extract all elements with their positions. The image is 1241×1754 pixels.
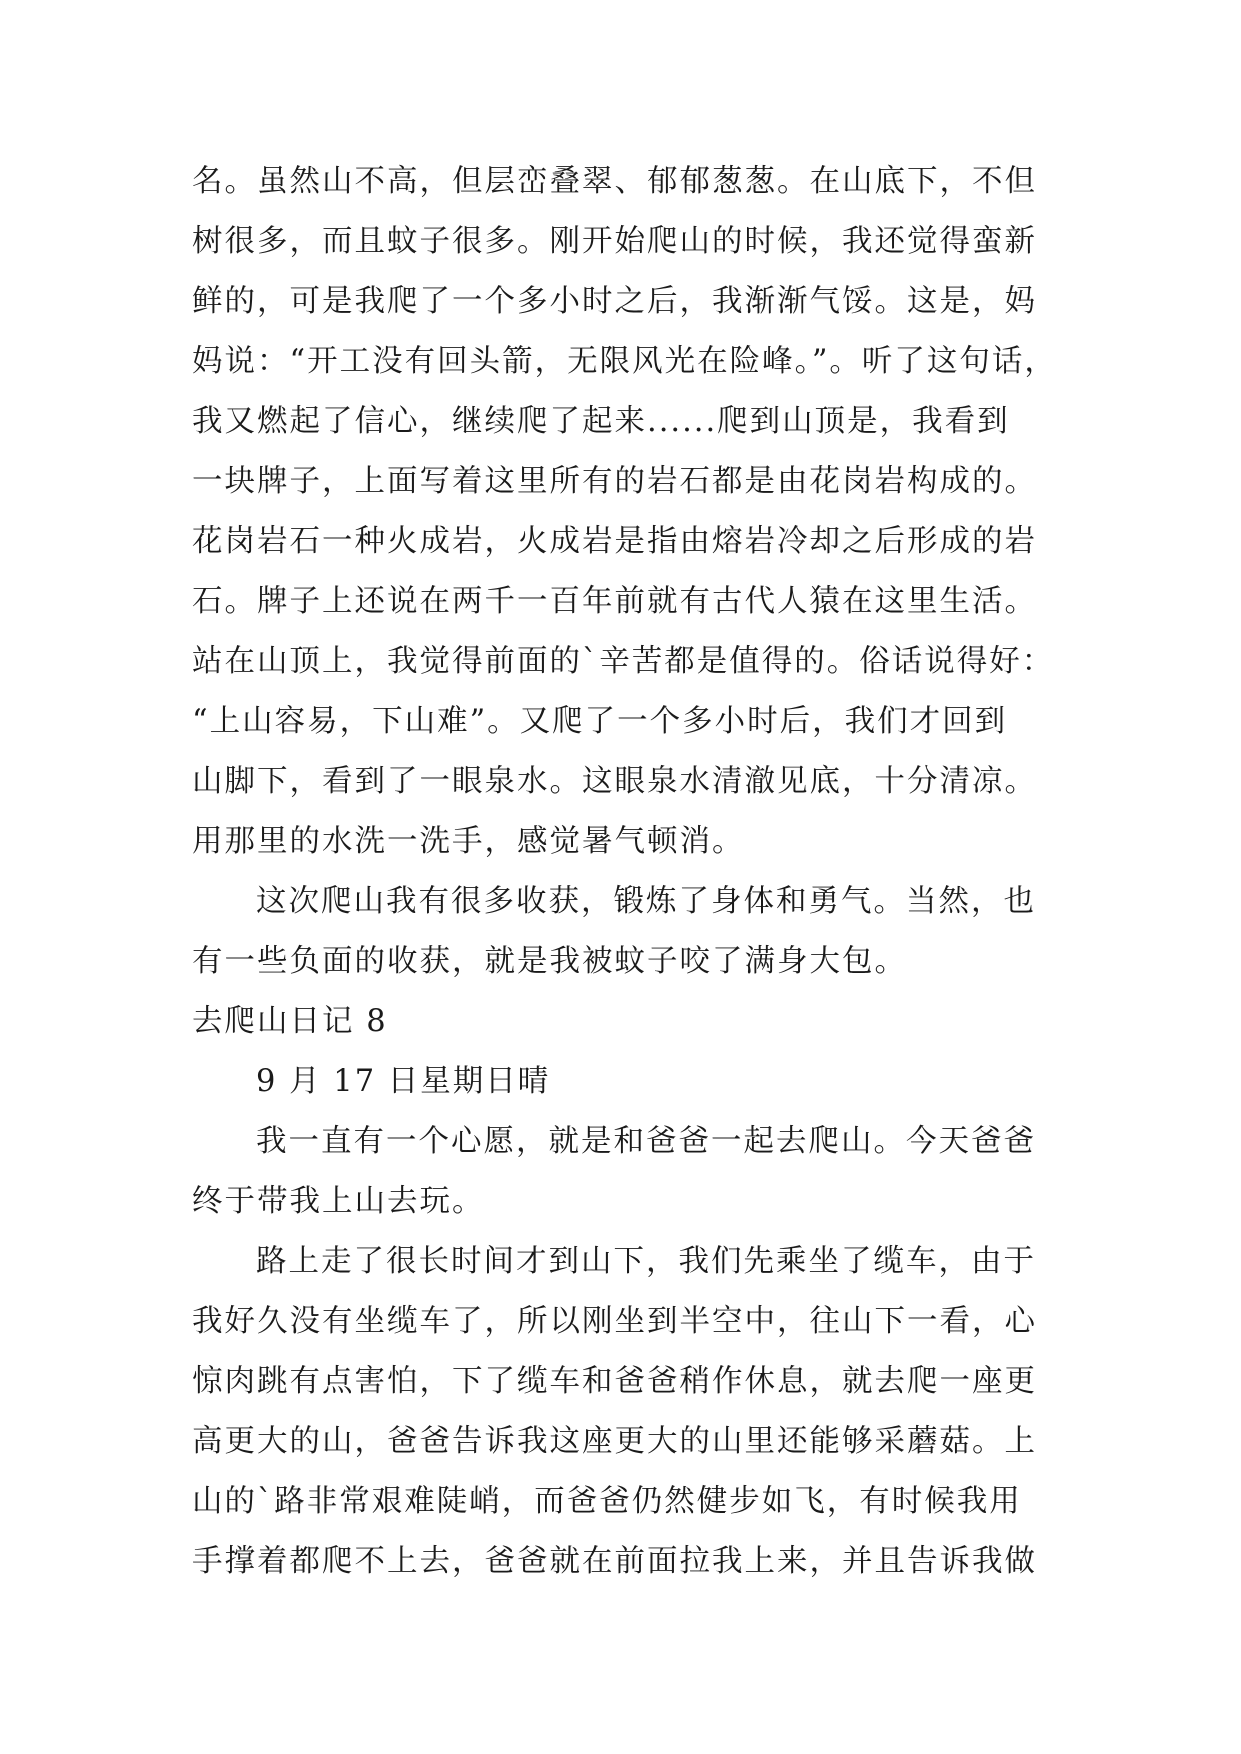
text-line: 山脚下，看到了一眼泉水。这眼泉水清澈见底，十分清凉。 [192,764,1037,799]
text-line: 有一些负面的收获，就是我被蚊子咬了满身大包。 [192,944,907,979]
text-line: 妈说：“开工没有回头箭，无限风光在险峰。”。听了这句话， [192,344,1057,379]
document-body [192,152,1092,1592]
text-line: 手撑着都爬不上去，爸爸就在前面拉我上来，并且告诉我做 [192,1544,1037,1579]
text-line: 我又燃起了信心，继续爬了起来......爬到山顶是，我看到 [192,404,1010,439]
paragraph-first-line: 这次爬山我有很多收获，锻炼了身体和勇气。当然，也 [256,884,1036,919]
text-line: 用那里的水洗一洗手，感觉暑气顿消。 [192,824,745,859]
text-line: 石。牌子上还说在两千一百年前就有古代人猿在这里生活。 [192,584,1037,619]
text-line: 我好久没有坐缆车了，所以刚坐到半空中，往山下一看，心 [192,1304,1037,1339]
diary-date: 9 月 17 日星期日晴 [256,1064,551,1099]
text-line: 名。虽然山不高，但层峦叠翠、郁郁葱葱。在山底下，不但 [192,164,1037,199]
text-line: 一块牌子，上面写着这里所有的岩石都是由花岗岩构成的。 [192,464,1037,499]
text-line: 树很多，而且蚊子很多。刚开始爬山的时候，我还觉得蛮新 [192,224,1037,259]
text-line: 花岗岩石一种火成岩，火成岩是指由熔岩冷却之后形成的岩 [192,524,1037,559]
text-line: 高更大的山，爸爸告诉我这座更大的山里还能够采蘑菇。上 [192,1424,1037,1459]
paragraph-first-line: 路上走了很长时间才到山下，我们先乘坐了缆车，由于 [256,1244,1036,1279]
text-line: 鲜的，可是我爬了一个多小时之后，我渐渐气馁。这是，妈 [192,284,1037,319]
text-line: “上山容易，下山难”。又爬了一个多小时后，我们才回到 [192,704,1008,739]
text-line: 惊肉跳有点害怕，下了缆车和爸爸稍作休息，就去爬一座更 [192,1364,1037,1399]
text-line: 站在山顶上，我觉得前面的`辛苦都是值得的。俗话说得好： [192,644,1055,679]
paragraph-first-line: 我一直有一个心愿，就是和爸爸一起去爬山。今天爸爸 [256,1124,1036,1159]
section-heading: 去爬山日记 8 [192,1004,388,1039]
text-line: 山的`路非常艰难陡峭，而爸爸仍然健步如飞，有时候我用 [192,1484,1022,1519]
text-line: 终于带我上山去玩。 [192,1184,485,1219]
